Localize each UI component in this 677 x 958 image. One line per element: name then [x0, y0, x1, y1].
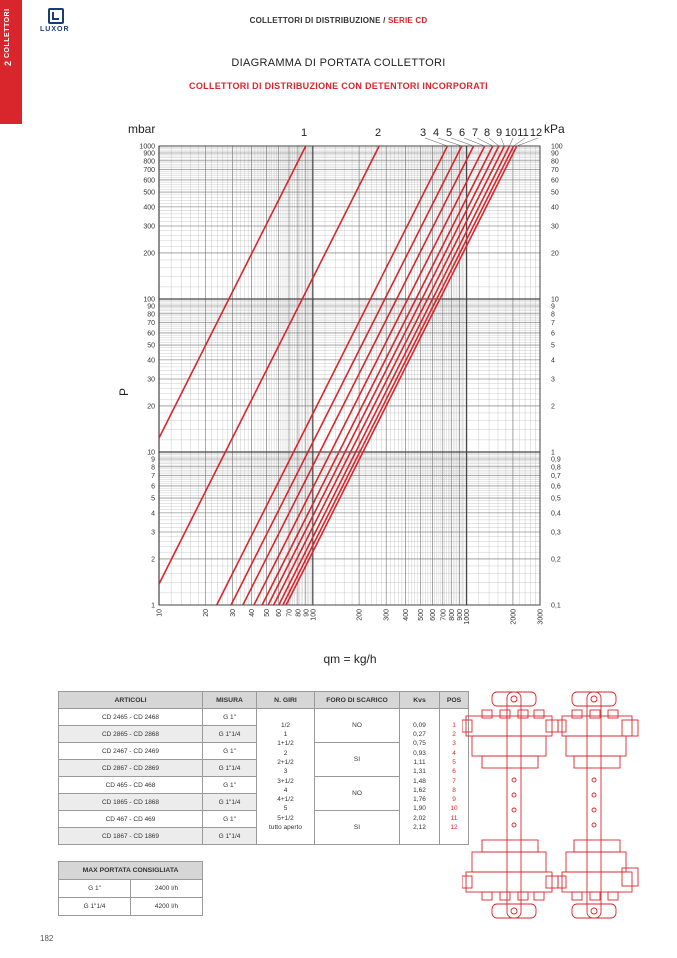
y-tick-label-left: 400: [143, 204, 155, 212]
pos-value: 10: [450, 805, 458, 813]
pos-value: 7: [452, 777, 456, 785]
max-value-cell: 4200 l/h: [131, 898, 203, 916]
giri-value: 4: [283, 786, 288, 794]
series-leader-line: [438, 138, 462, 146]
y-tick-label-left: 1: [151, 602, 155, 610]
y-tick-label-right: 0,9: [551, 456, 561, 464]
x-tick-label: 3000: [537, 609, 545, 625]
max-flow-header: MAX PORTATA CONSIGLIATA: [59, 862, 203, 880]
col-misura: MISURA: [203, 692, 257, 709]
giri-value: 1+1/2: [277, 740, 294, 748]
max-flow-table: [58, 861, 203, 916]
giri-value: 5: [283, 805, 288, 813]
y-tick-label-left: 50: [147, 342, 155, 350]
series-leader-line: [517, 138, 538, 146]
misura-cell: G 1"1/4: [203, 760, 257, 777]
series-label: 7: [471, 127, 479, 139]
y-axis-label: P: [117, 387, 131, 397]
kvs-value: 0,93: [413, 749, 426, 757]
y-tick-label-left: 100: [143, 296, 155, 304]
series-label: 6: [458, 127, 466, 139]
misura-cell: G 1": [203, 743, 257, 760]
x-tick-label: 40: [249, 609, 257, 617]
pos-value: 11: [450, 814, 458, 822]
articoli-cell: CD 467 - CD 469: [59, 811, 203, 828]
x-tick-label: 80: [295, 609, 303, 617]
y-tick-label-right: 0,4: [551, 510, 561, 518]
x-tick-label: 70: [286, 609, 294, 617]
y-tick-label-right: 0,1: [551, 602, 561, 610]
table-row: [59, 898, 203, 916]
y-tick-label-left: 5: [151, 495, 155, 503]
y-tick-label-left: 600: [143, 177, 155, 185]
max-size-cell: G 1"1/4: [59, 898, 131, 916]
y-tick-label-right: 60: [551, 177, 559, 185]
y-tick-label-right: 0,8: [551, 464, 561, 472]
giri-value: 5+1/2: [277, 814, 294, 822]
series-leader-line: [425, 138, 447, 146]
y-tick-label-left: 500: [143, 189, 155, 197]
col-kvs: Kvs: [400, 692, 440, 709]
y-tick-label-right: 20: [551, 250, 559, 258]
x-tick-label: 700: [440, 609, 448, 621]
pos-value: 6: [452, 768, 456, 776]
pos-value: 8: [452, 786, 456, 794]
y-tick-label-right: 30: [551, 223, 559, 231]
giri-value: 2+1/2: [277, 758, 294, 766]
table-row: [59, 709, 469, 726]
pos-value: 4: [452, 749, 456, 757]
misura-cell: G 1": [203, 777, 257, 794]
col-pos: POS: [440, 692, 469, 709]
y-tick-label-left: 10: [147, 449, 155, 457]
pos-value: 12: [450, 823, 458, 831]
y-tick-label-left: 80: [147, 311, 155, 319]
page-title: DIAGRAMMA DI PORTATA COLLETTORI: [231, 57, 446, 69]
series-label: 4: [432, 127, 440, 139]
pos-value: 2: [452, 731, 456, 739]
y-tick-label-right: 0,3: [551, 529, 561, 537]
series-label: 12: [529, 127, 543, 139]
y-tick-label-right: 0,5: [551, 495, 561, 503]
pos-value: 1: [452, 721, 456, 729]
specs-header-row: [59, 692, 469, 709]
series-line: [274, 146, 505, 605]
manifold-right-illustration: [558, 692, 638, 918]
max-value-cell: 2400 l/h: [131, 880, 203, 898]
section-label: COLLETTORI: [4, 8, 11, 58]
y-tick-label-left: 300: [143, 223, 155, 231]
x-tick-label: 100: [310, 609, 318, 621]
x-tick-label: 10: [156, 609, 164, 617]
y-tick-label-right: 4: [551, 357, 555, 365]
y-tick-label-right: 1: [551, 449, 555, 457]
x-axis-label: qm = kg/h: [323, 652, 377, 666]
articoli-cell: CD 2865 - CD 2868: [59, 726, 203, 743]
col-giri: N. GIRI: [257, 692, 315, 709]
y-tick-label-left: 20: [147, 403, 155, 411]
foro-cell: SI: [315, 811, 400, 845]
y-tick-label-right: 7: [551, 320, 555, 328]
y-tick-label-right: 0,2: [551, 556, 561, 564]
max-flow-header-row: [59, 862, 203, 880]
foro-cell: NO: [315, 777, 400, 811]
header-title-series: SERIE CD: [387, 16, 428, 25]
x-tick-label: 1000: [464, 609, 472, 625]
misura-cell: G 1": [203, 709, 257, 726]
series-label: 5: [445, 127, 453, 139]
giri-value: 1/2: [280, 721, 291, 729]
giri-value: tutto aperto: [269, 823, 302, 831]
y-tick-label-left: 70: [147, 320, 155, 328]
giri-value: 2: [283, 749, 288, 757]
kvs-value: 1,76: [413, 796, 426, 804]
page-number: 182: [40, 934, 54, 943]
x-tick-label: 300: [383, 609, 391, 621]
section-number: 2: [3, 60, 13, 66]
y-tick-label-right: 90: [551, 150, 559, 158]
x-tick-label: 900: [457, 609, 465, 621]
articoli-cell: CD 465 - CD 468: [59, 777, 203, 794]
y-tick-label-right: 80: [551, 158, 559, 166]
y-tick-label-left: 3: [151, 529, 155, 537]
x-tick-label: 600: [429, 609, 437, 621]
y-tick-label-right: 70: [551, 167, 559, 175]
page-subtitle: COLLETTORI DI DISTRIBUZIONE CON DETENTORI INCORPORATI: [189, 81, 488, 91]
x-tick-label: 50: [264, 609, 272, 617]
foro-cell: SI: [315, 743, 400, 777]
header-title-main: COLLETTORI DI DISTRIBUZIONE /: [249, 16, 388, 25]
col-foro: FORO DI SCARICO: [315, 692, 400, 709]
series-leader-line: [501, 138, 504, 146]
misura-cell: G 1"1/4: [203, 828, 257, 845]
articoli-cell: CD 2465 - CD 2468: [59, 709, 203, 726]
y-tick-label-left: 30: [147, 376, 155, 384]
kvs-value: 1,11: [413, 758, 426, 766]
manifold-drawing: [462, 690, 642, 920]
series-leader-line: [464, 138, 485, 146]
series-leader-line: [451, 138, 474, 146]
y-tick-label-right: 40: [551, 204, 559, 212]
pos-value: 3: [452, 740, 456, 748]
kvs-value: 2,02: [413, 814, 426, 822]
kvs-value: 0,75: [413, 740, 426, 748]
y-tick-label-left: 60: [147, 330, 155, 338]
y-tick-label-right: 0,7: [551, 473, 561, 481]
series-label: 10: [504, 127, 518, 139]
articoli-cell: CD 2467 - CD 2469: [59, 743, 203, 760]
series-line: [217, 146, 448, 605]
y-tick-label-left: 4: [151, 510, 155, 518]
x-tick-label: 800: [449, 609, 457, 621]
kvs-value: 0,09: [413, 721, 426, 729]
y-tick-label-right: 100: [551, 143, 563, 151]
y-tick-label-left: 9: [151, 456, 155, 464]
y-tick-label-left: 900: [143, 150, 155, 158]
kvs-value: 1,90: [413, 805, 426, 813]
y-tick-label-right: 8: [551, 311, 555, 319]
series-label: 8: [483, 127, 491, 139]
logo-text: LUXOR: [40, 26, 70, 33]
series-label: 2: [374, 127, 382, 139]
y-tick-label-right: 3: [551, 376, 555, 384]
x-tick-label: 20: [202, 609, 210, 617]
y-tick-label-left: 90: [147, 303, 155, 311]
y-tick-label-left: 800: [143, 158, 155, 166]
manifold-left-illustration: [462, 692, 558, 918]
y-tick-label-right: 10: [551, 296, 559, 304]
articoli-cell: CD 2867 - CD 2869: [59, 760, 203, 777]
kvs-value: 1,48: [413, 777, 426, 785]
y-tick-label-right: 50: [551, 189, 559, 197]
table-row: [59, 880, 203, 898]
kvs-value: 0,27: [413, 731, 426, 739]
y-tick-label-left: 700: [143, 167, 155, 175]
y-tick-label-right: 9: [551, 303, 555, 311]
giri-value: 4+1/2: [277, 796, 294, 804]
x-tick-label: 90: [303, 609, 311, 617]
series-line: [231, 146, 462, 605]
series-label: 9: [495, 127, 503, 139]
series-label: 3: [419, 127, 427, 139]
x-tick-label: 30: [229, 609, 237, 617]
y-tick-label-left: 2: [151, 556, 155, 564]
y-tick-label-right: 5: [551, 342, 555, 350]
y-tick-label-left: 1000: [139, 143, 155, 151]
misura-cell: G 1"1/4: [203, 726, 257, 743]
series-leader-line: [509, 138, 513, 146]
x-tick-label: 400: [402, 609, 410, 621]
misura-cell: G 1": [203, 811, 257, 828]
misura-cell: G 1"1/4: [203, 794, 257, 811]
max-size-cell: G 1": [59, 880, 131, 898]
y-unit-right-label: kPa: [544, 122, 565, 136]
y-unit-left-label: mbar: [128, 122, 156, 136]
y-tick-label-left: 40: [147, 357, 155, 365]
pos-value: 9: [452, 796, 456, 804]
kvs-cell: [400, 709, 440, 845]
series-label: 11: [517, 127, 529, 139]
giri-value: 3+1/2: [277, 777, 294, 785]
y-tick-label-right: 2: [551, 403, 555, 411]
articoli-cell: CD 1865 - CD 1868: [59, 794, 203, 811]
x-tick-label: 200: [356, 609, 364, 621]
giri-value: 3: [283, 768, 288, 776]
foro-cell: NO: [315, 709, 400, 743]
pos-value: 5: [452, 758, 456, 766]
kvs-value: 2,12: [413, 823, 426, 831]
giri-cell: [257, 709, 315, 845]
articoli-cell: CD 1867 - CD 1869: [59, 828, 203, 845]
x-tick-label: 60: [276, 609, 284, 617]
series-label: 1: [300, 127, 308, 139]
giri-value: 1: [283, 731, 288, 739]
y-tick-label-left: 8: [151, 464, 155, 472]
x-tick-label: 2000: [510, 609, 518, 625]
y-tick-label-left: 6: [151, 483, 155, 491]
series-line: [286, 146, 517, 605]
kvs-value: 1,31: [413, 768, 426, 776]
y-tick-label-right: 0,6: [551, 483, 561, 491]
y-tick-label-right: 6: [551, 330, 555, 338]
y-tick-label-left: 7: [151, 473, 155, 481]
specs-table: [58, 691, 469, 845]
kvs-value: 1,62: [413, 786, 426, 794]
col-articoli: ARTICOLI: [59, 692, 203, 709]
y-tick-label-left: 200: [143, 250, 155, 258]
x-tick-label: 500: [417, 609, 425, 621]
